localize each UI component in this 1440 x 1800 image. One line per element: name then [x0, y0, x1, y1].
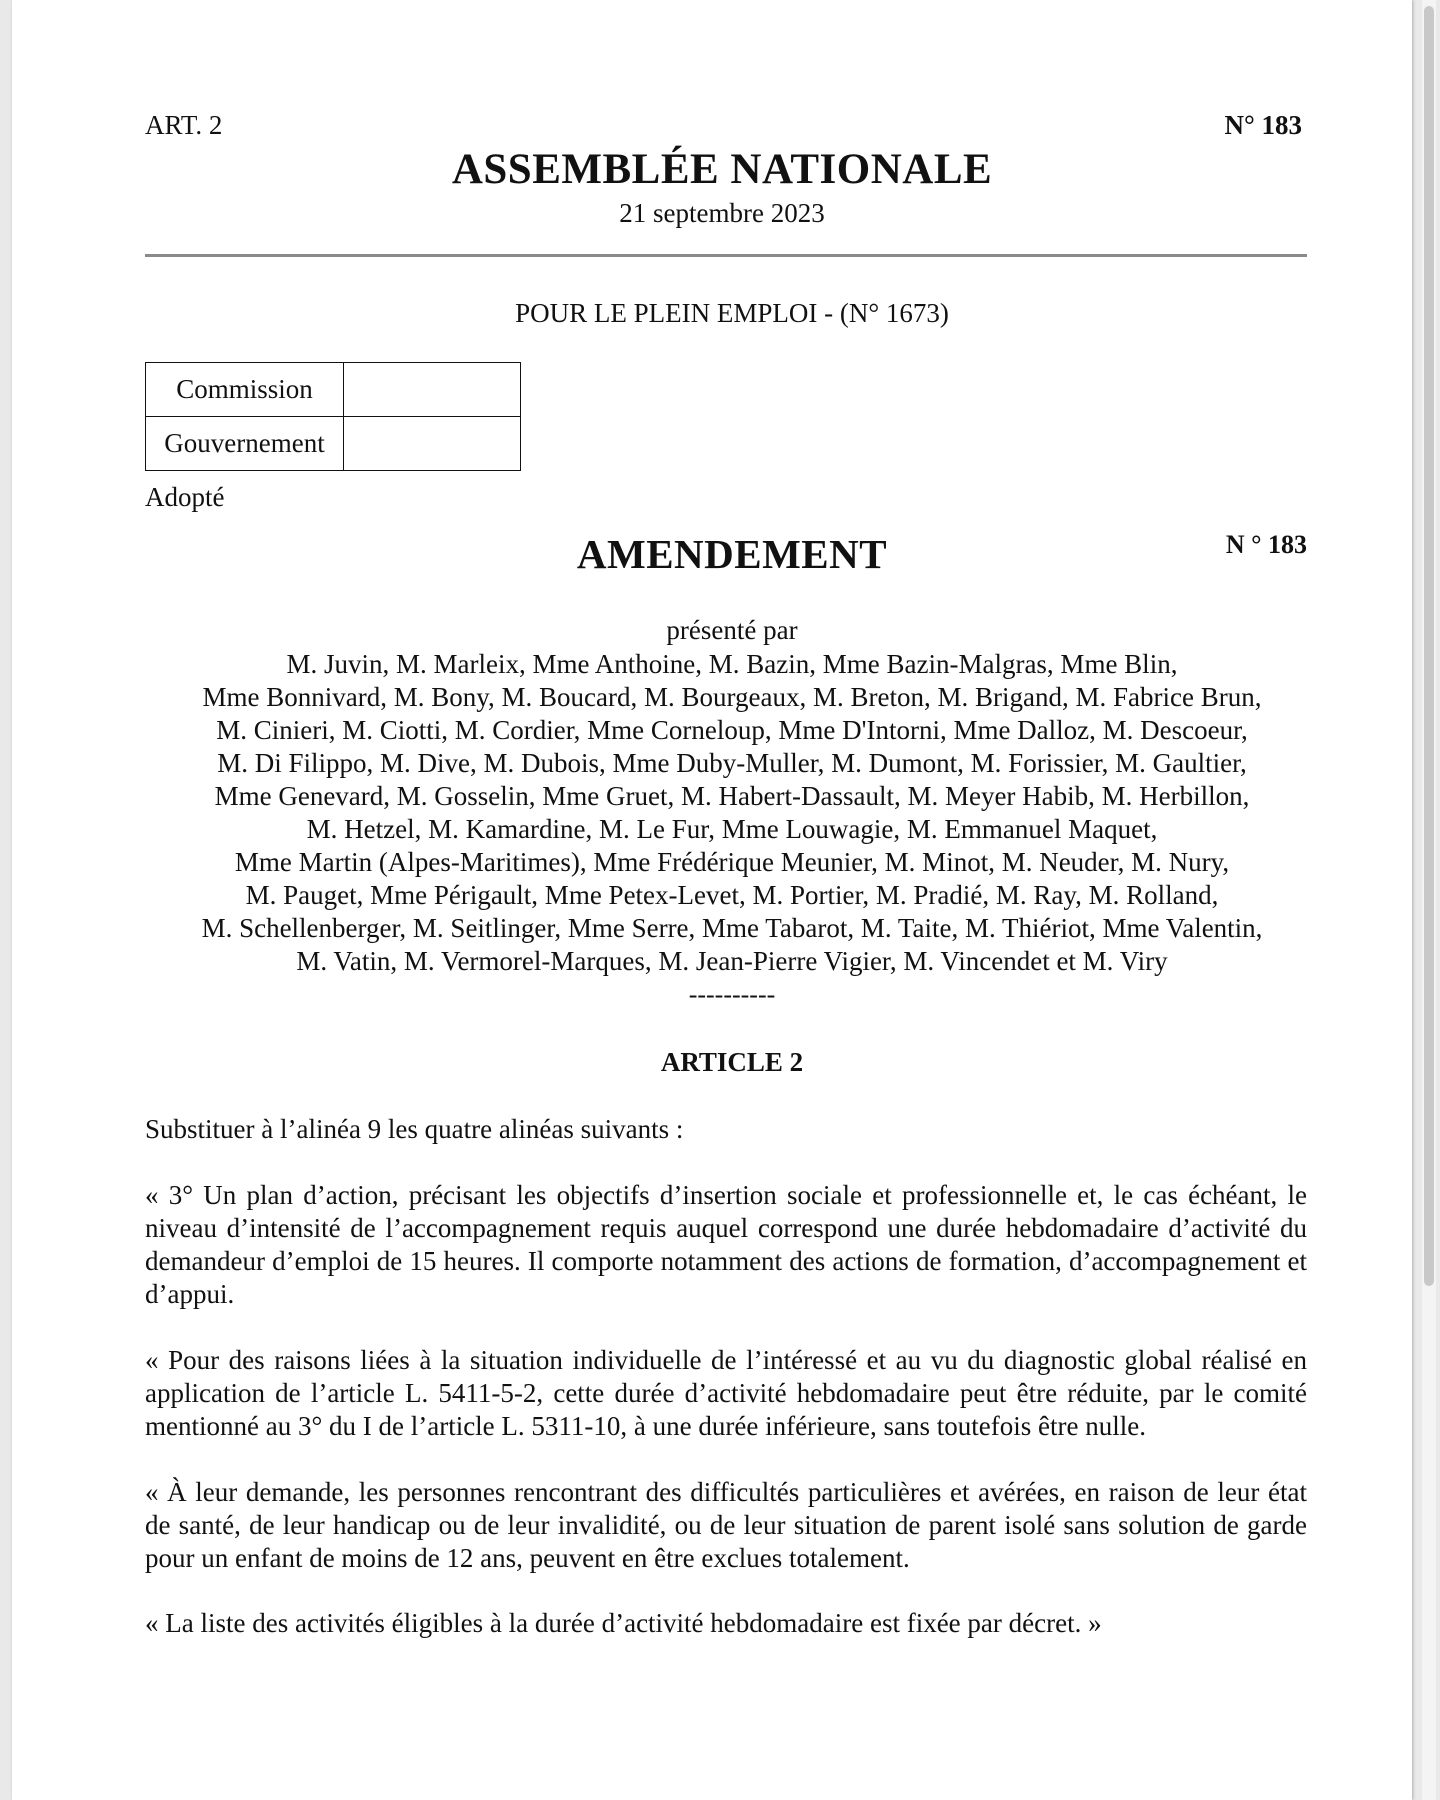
- table-row: [146, 417, 521, 471]
- paragraph: « À leur demande, les personnes rencontrant des difficultés particulières et avérées, en raison de leur état de santé, de leur handicap ou de leur invalidité, ou de leur situation de parent isolé sans solution de garde pour un enfant de moins de 12 ans, peuvent en être exclues totalement.: [145, 1477, 1307, 1573]
- status-label-commission: Commission: [146, 363, 344, 417]
- authors-line: Mme Martin (Alpes-Maritimes), Mme Frédérique Meunier, M. Minot, M. Neuder, M. Nury,: [234, 847, 1230, 877]
- scrollbar[interactable]: [1422, 0, 1436, 1800]
- paragraph: « 3° Un plan d’action, précisant les objectifs d’insertion sociale et professionnelle et, le cas échéant, le niveau d’intensité de l’accompagnement requis auquel correspond une durée hebdomadaire d’activité du demandeur d’emploi de 15 heures. Il comporte notamment des actions de formation, d’accompagnement et d’appui.: [145, 1180, 1307, 1309]
- authors-line: Mme Bonnivard, M. Bony, M. Boucard, M. Bourgeaux, M. Breton, M. Brigand, M. Fabrice Brun,: [202, 682, 1262, 712]
- assembly-title: ASSEMBLÉE NATIONALE: [451, 146, 993, 193]
- status-label-gouvernement: Gouvernement: [146, 417, 344, 471]
- amendment-number-header: N° 183: [1224, 110, 1302, 140]
- bill-title: POUR LE PLEIN EMPLOI - (N° 1673): [515, 298, 949, 328]
- paragraph: « Pour des raisons liées à la situation individuelle de l’intéressé et au vu du diagnostic global réalisé en application de l’article L. 5411-5-2, cette durée d’activité hebdomadaire peut être réduite, par le comité mentionné au 3° du I de l’article L. 5311-10, à une durée inférieure, sans toutefois être nulle.: [145, 1345, 1307, 1441]
- article-heading: ARTICLE 2: [660, 1047, 804, 1077]
- table-row: [146, 363, 521, 417]
- amendment-number: N ° 183: [1225, 530, 1307, 559]
- authors-line: M. Vatin, M. Vermorel-Marques, M. Jean-Pierre Vigier, M. Vincendet et M. Viry: [296, 946, 1168, 976]
- separator: ----------: [688, 980, 776, 1009]
- authors-line: M. Schellenberger, M. Seitlinger, Mme Serre, Mme Tabarot, M. Taite, M. Thiériot, Mme Valentin,: [201, 913, 1263, 943]
- authors-line: M. Pauget, Mme Périgault, Mme Petex-Levet, M. Portier, M. Pradié, M. Ray, M. Rolland,: [245, 880, 1219, 910]
- paragraph: « La liste des activités éligibles à la durée d’activité hebdomadaire est fixée par décret. »: [145, 1608, 1102, 1638]
- authors-line: Mme Genevard, M. Gosselin, Mme Gruet, M. Habert-Dassault, M. Meyer Habib, M. Herbillon,: [214, 781, 1250, 811]
- result-status: Adopté: [145, 482, 225, 512]
- article-reference: ART. 2: [145, 110, 223, 140]
- authors-line: M. Cinieri, M. Ciotti, M. Cordier, Mme Corneloup, Mme D'Intorni, Mme Dalloz, M. Descoeur,: [216, 715, 1248, 745]
- scrollbar-thumb[interactable]: [1424, 6, 1434, 1286]
- authors-line: M. Hetzel, M. Kamardine, M. Le Fur, Mme Louwagie, M. Emmanuel Maquet,: [306, 814, 1158, 844]
- status-value-gouvernement: [344, 417, 521, 471]
- document-page: [12, 0, 1412, 1800]
- document-date: 21 septembre 2023: [619, 198, 825, 228]
- authors-line: M. Juvin, M. Marleix, Mme Anthoine, M. Bazin, Mme Bazin-Malgras, Mme Blin,: [286, 649, 1178, 679]
- amendment-title: AMENDEMENT: [576, 531, 888, 577]
- presented-by: présenté par: [666, 615, 798, 645]
- paragraph-intro: Substituer à l’alinéa 9 les quatre alinéas suivants :: [145, 1114, 684, 1144]
- authors-line: M. Di Filippo, M. Dive, M. Dubois, Mme Duby-Muller, M. Dumont, M. Forissier, M. Gaultier,: [217, 748, 1247, 778]
- status-table: [145, 362, 521, 471]
- header-divider: [145, 254, 1307, 257]
- status-value-commission: [344, 363, 521, 417]
- authors-list: [142, 648, 1322, 978]
